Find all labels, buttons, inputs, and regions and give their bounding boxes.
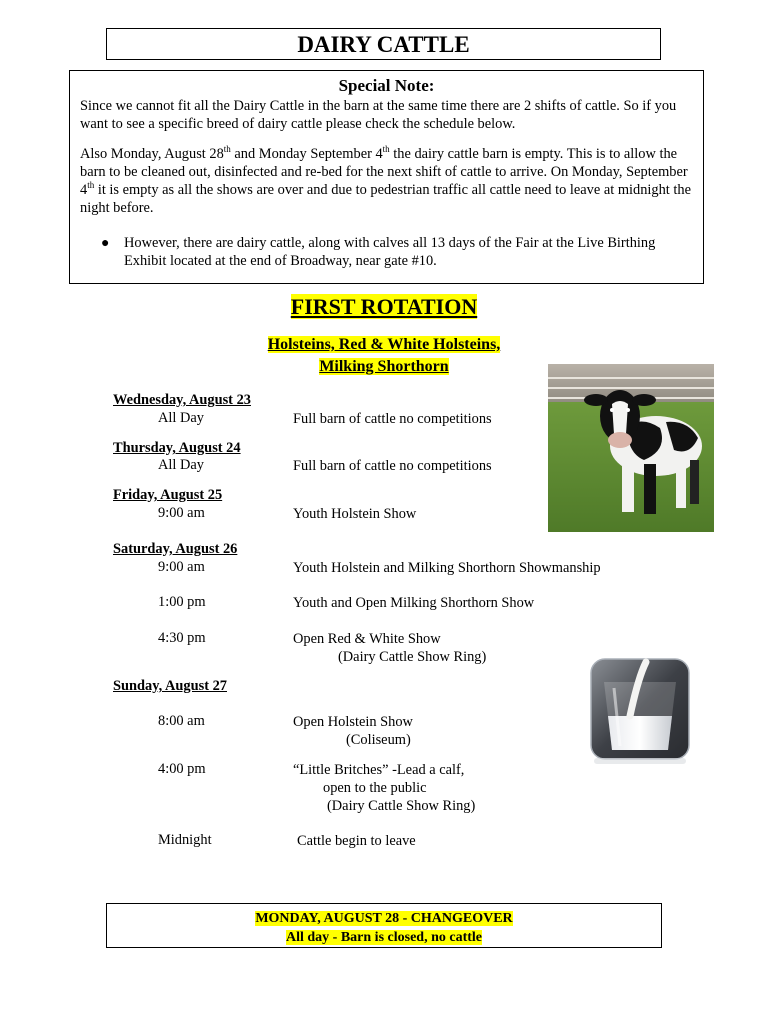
day-friday: Friday, August 25 — [113, 487, 223, 503]
time-saturday-2: 1:00 pm — [158, 594, 206, 610]
special-note-heading: Special Note: — [338, 76, 435, 95]
time-saturday-3: 4:30 pm — [158, 630, 206, 646]
event-saturday-3: Open Red & White Show — [293, 631, 441, 647]
changeover-box — [106, 903, 662, 948]
breeds-line-2: Milking Shorthorn — [319, 358, 449, 375]
time-sunday-1: 8:00 am — [158, 713, 205, 729]
event-sunday-1-location: (Coliseum) — [346, 732, 411, 748]
note-para2-part-a: Also Monday, August 28 — [80, 146, 224, 162]
event-sunday-3: Cattle begin to leave — [297, 833, 416, 849]
day-saturday: Saturday, August 26 — [113, 541, 238, 557]
note-para2-part-d: it is empty as all the shows are over and due to pedestrian traffic all cattle need to leave at midnight the night before. — [80, 182, 691, 216]
changeover-line-2: All day - Barn is closed, no cattle — [286, 930, 482, 945]
note-sup-2: th — [382, 144, 390, 155]
event-wednesday: Full barn of cattle no competitions — [293, 411, 492, 427]
event-friday: Youth Holstein Show — [293, 506, 417, 522]
special-note-box — [69, 70, 704, 284]
time-sunday-2: 4:00 pm — [158, 761, 206, 777]
day-wednesday: Wednesday, August 23 — [113, 392, 251, 408]
event-sunday-2: “Little Britches” -Lead a calf, — [293, 762, 465, 778]
rotation-heading-text: FIRST ROTATION — [290, 294, 478, 319]
note-para2-part-c: the dairy cattle barn is empty. This is to allow the barn to be cleaned out, disinfected and re-bed for the next shift of cattle to arrive. On Monday, September 4 — [80, 146, 688, 198]
note-sup-3: th — [87, 180, 95, 191]
note-sup-1: th — [223, 144, 231, 155]
event-saturday-1: Youth Holstein and Milking Shorthorn Showmanship — [293, 560, 601, 576]
day-thursday: Thursday, August 24 — [113, 440, 241, 456]
event-sunday-2-detail: open to the public — [323, 780, 427, 796]
note-bullet: However, there are dairy cattle, along with calves all 13 days of the Fair at the Live Birthing Exhibit located at the end of Broadway, near gate #10. — [124, 235, 656, 269]
event-sunday-2-location: (Dairy Cattle Show Ring) — [327, 798, 476, 814]
event-saturday-2: Youth and Open Milking Shorthorn Show — [293, 595, 535, 611]
event-saturday-3-location: (Dairy Cattle Show Ring) — [338, 649, 487, 665]
note-paragraph-1: Since we cannot fit all the Dairy Cattle in the barn at the same time there are 2 shifts of cattle. So if you want to see a specific breed of dairy cattle please check the schedule below. — [80, 98, 677, 132]
time-wednesday: All Day — [158, 410, 204, 426]
note-paragraph-2 — [80, 145, 695, 217]
breeds-line-1: Holsteins, Red & White Holsteins, — [267, 336, 501, 353]
page-title: DAIRY CATTLE — [106, 28, 661, 60]
changeover-line-1: MONDAY, AUGUST 28 - CHANGEOVER — [255, 911, 513, 926]
time-thursday: All Day — [158, 457, 204, 473]
time-saturday-1: 9:00 am — [158, 559, 205, 575]
day-sunday: Sunday, August 27 — [113, 678, 227, 694]
milk-glass-icon — [590, 658, 690, 766]
rotation-heading — [0, 294, 768, 320]
note-para2-part-b: and Monday September 4 — [230, 146, 383, 162]
event-thursday: Full barn of cattle no competitions — [293, 458, 492, 474]
time-friday: 9:00 am — [158, 505, 205, 521]
time-sunday-3: Midnight — [158, 832, 212, 848]
bullet-icon: ● — [101, 236, 110, 251]
event-sunday-1: Open Holstein Show — [293, 714, 413, 730]
holstein-cow-photo — [548, 364, 714, 532]
